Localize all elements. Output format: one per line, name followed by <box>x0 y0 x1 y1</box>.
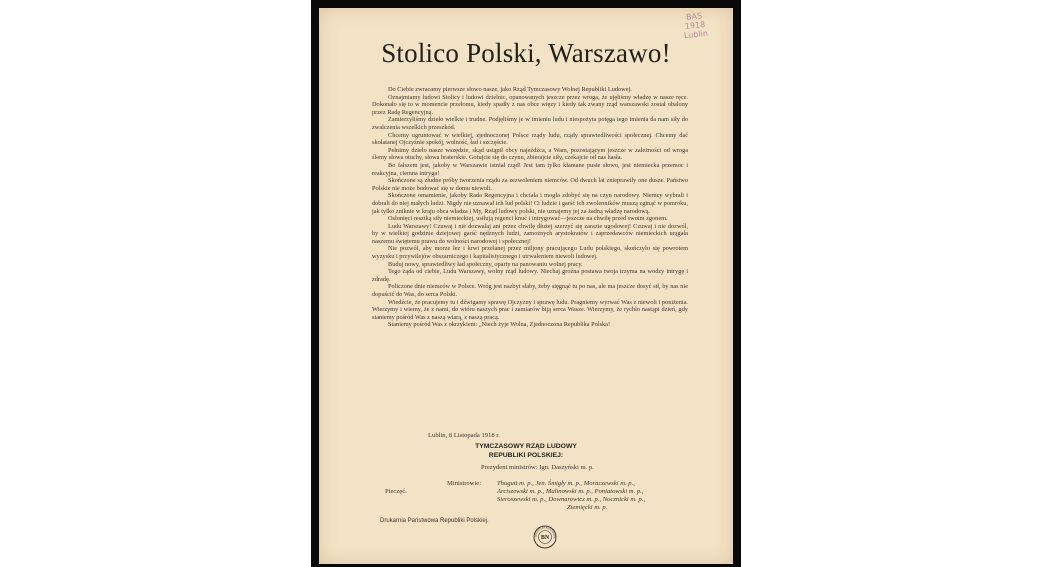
paragraph: Buduj nowy, sprawiedliwy ład społeczny, oparty na panowaniu wolnej pracy. <box>388 260 583 268</box>
paragraph: Skończone omamienie, jakoby Rada Regencyjna i chciała i mogła zdobyć się na czyn narodowy. Niemcy wybrali i dobrali do niej małych ludzi. Nigdy nie uznawał ich lud polski! Ci ludzie i garść ich zwolenników muszą zginąć w pomroku, jak tylko zniknie w kraju obca władza i My, Rząd ludowy polski, nie uznajemy jej za żadną władzę narodową. <box>372 192 688 215</box>
poster-body <box>372 86 688 329</box>
government-name: TYMCZASOWY RZĄD LUDOWY <box>475 443 577 450</box>
ministers-list <box>497 480 645 512</box>
president-line: Prezydent ministrów: Ign. Daszyński m. p. <box>481 464 594 471</box>
stamp-center-text: BN <box>540 535 550 542</box>
seal-label: Pieczęć. <box>385 488 407 495</box>
poster-title: Stolico Polski, Warszawo! <box>381 38 671 68</box>
paragraph: Pełnimy dzieło nasze wszędzie, skąd ustąpił obcy najeźdźca, a Wam, pozostającym jeszcze w zależności od wroga ślemy słowa otuchy, słowa braterskie. Gotujcie się do czynu, zbierajcie siły, czekajcie od nas hasła. <box>372 146 688 162</box>
paragraph: Oznajmiamy ludowi Stolicy i ludowi dzielnic, opanowanych jeszcze przez wroga, że ujęliśmy władzę w nasze ręce. Dokonało się to w momencie przełomu, kiedy spadły z nas obce więzy i kiedy tak zwany rząd warszawski został obalony przez Radę Regencyjną. <box>372 93 688 116</box>
paragraph: Policzone dnie niemców w Polsce. Wróg jest nazbyt słaby, żeby sięgnąć tu po nas, ale ma jeszcze dosyć sił, by nas nie dopuścić do Was, do serca Polski. <box>372 283 688 299</box>
archive-pencil-note <box>682 11 709 40</box>
ministers-label: Ministrowie: <box>447 480 482 487</box>
paragraph: Bo fałszem jest, jakoby w Warszawie istniał rząd! Jest tam tylko kłamane puste słowo, jest niemiecka przemoc i reakcyjna, ciemna intryga! <box>372 161 688 177</box>
paragraph: Osłonięci resztką siły niemieckiej, usiłują regenci knuć i intrygować—jeszcze na chwilę przed swoim zgonem. <box>388 215 668 223</box>
paragraph: Staniemy pośród Was z okrzykiem: „Niech żyje Wolna, Zjednoczona Republika Polska! <box>388 321 611 329</box>
ministers-line: Sieroszewski m. p., Downarowicz m. p., Nocznicki m. p., <box>497 496 646 503</box>
paragraph: Tego żąda od ciebie, Ludu Warszawy, wolny rząd ludowy. Niechaj groźna postawa twoja trzyma na wodzy intrygę i zdradę. <box>372 268 688 283</box>
paragraph: Nie pozwól, aby morze łez i krwi przelanej przez miljony pracującego Ludu polskiego, skończyło się powrotem wyzysku i przywilejów obszarniczego i kapitalistycznego i utrwaleniem niewoli ludowej. <box>372 245 688 261</box>
ministers-line: Ziemięcki m. p. <box>567 504 608 511</box>
paragraph: Wiedźcie, że pracujemy tu i dźwigamy sprawę Ojczyzny i sprawę ludu. Pragniemy wyrwać Was z niewoli i poniżenia. Wierzymy i wiemy, że z nami, do wtóru naszych prac i zamiarów biją serca Wasze. Wierzymy, że rychło nastąpi dzień, gdy staniemy pośród Was z naszą wiarą, z naszą pracą. <box>372 298 688 321</box>
library-stamp <box>533 525 557 549</box>
archive-note-line: BAS <box>685 11 703 22</box>
stamp-ring-text: BIBLIOTEKA NARODOWA <box>534 526 556 539</box>
paragraph: Do Ciebie zwracamy pierwsze słowo nasze, jako Rząd Tymczasowy Wolnej Republiki Ludowej. <box>388 86 632 93</box>
printer-imprint: Drukarnia Państwowa Republiki Polskiej. <box>380 518 489 524</box>
archive-note-line: Lublin <box>683 28 709 41</box>
ministers-line: Thugutt m. p., Jen. Śmigły m. p., Moraczewski m. p., <box>497 480 635 487</box>
paragraph: Skończone są złudne próby tworzenia rządu za zezwoleniem niemców. Od dwuch lat znieprawiły one dusze. Państwo Polskie nie może budować się w domu niewoli. <box>372 177 688 192</box>
archive-note-line: 1918 <box>684 19 706 32</box>
government-name-line2: REPUBLIKI POLSKIEJ: <box>488 452 564 459</box>
paragraph: Zamierzyliśmy dzieło wielkie i trudne. Podjęliśmy je w imieniu ludu i niespożyta potęga tego imienia da nam siły do zwalczenia wszelkich przeszkód. <box>372 116 688 131</box>
paragraph: Ludu Warszawy! Czuwaj i nie dozwalaj ani przez chwilę dłużej szerzyć się zarazie ugodowej! Czuwaj i nie dozwól, by w wielkiej godzinie dziejowej garść nędznych ludzi, zamożnych arystokratów i zaprzedawców niemieckich urągała naszemu świętemu prawu do wolności narodowej i społecznej! <box>372 222 688 245</box>
ministers-line: Arciszewski m. p., Malinowski m. p., Poniatowski m. p., <box>497 488 644 495</box>
place-date-line: Lublin, 8 Listopada 1918 r. <box>428 432 500 439</box>
paragraph: Chcemy ugruntować w wielkiej, zjednoczonej Polsce rządy ludu, rządy sprawiedliwości społecznej. Chcemy dać skołatanej Ojczyźnie spokój, wolność, ład i szczęście. <box>372 131 688 147</box>
